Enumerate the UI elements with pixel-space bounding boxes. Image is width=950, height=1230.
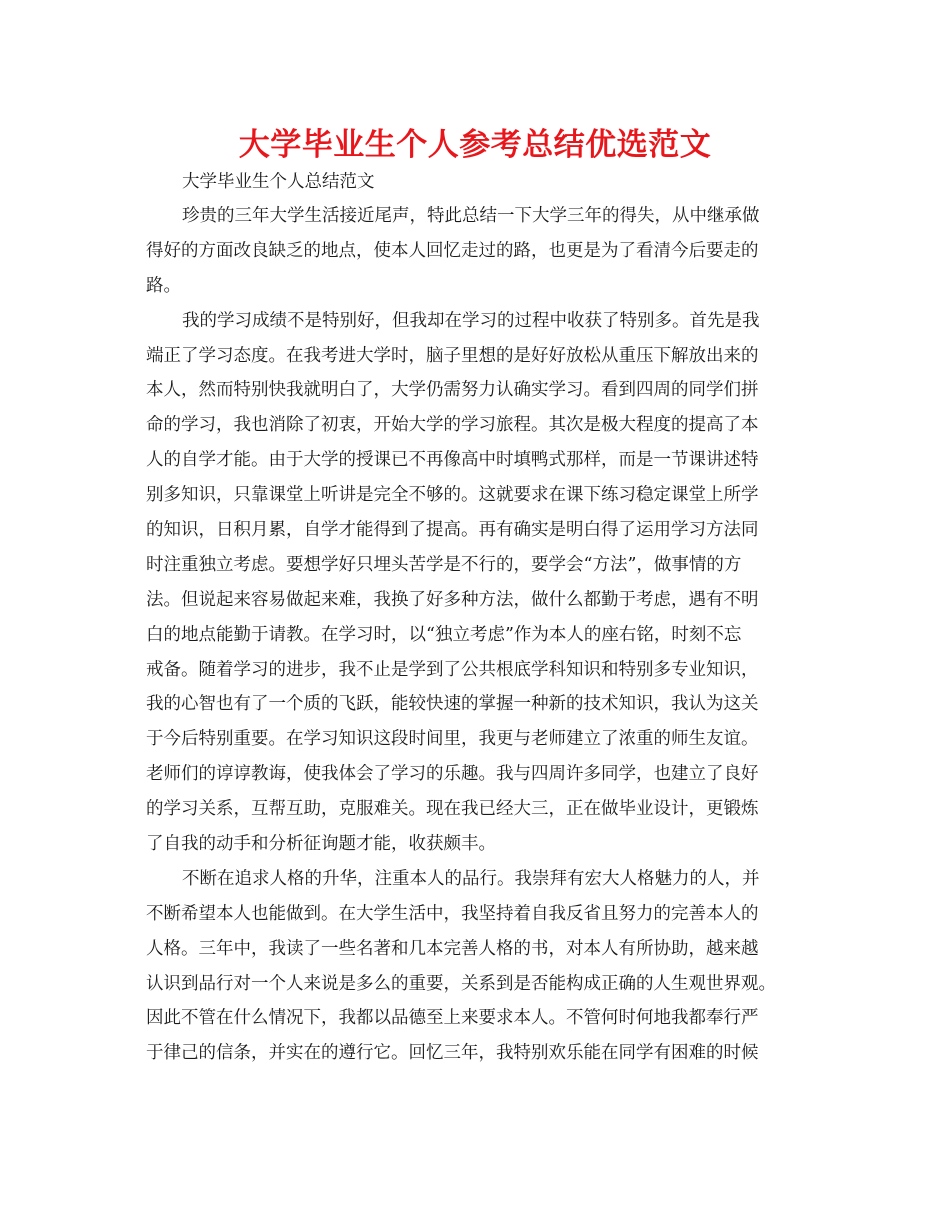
document-subtitle: 大学毕业生个人总结范文 [182, 172, 375, 192]
paragraph-line: 老师们的谆谆教诲，使我体会了学习的乐趣。我与四周许多同学，也建立了良好 [146, 764, 759, 785]
paragraph-line: 珍贵的三年大学生活接近尾声，特此总结一下大学三年的得失，从中继承做 [182, 206, 760, 226]
paragraph [146, 304, 816, 862]
paragraph-line: 人格。三年中，我读了一些名著和几本完善人格的书，对本人有所协助，越来越 [146, 938, 759, 959]
paragraph-line: 得好的方面改良缺乏的地点，使本人回忆走过的路，也更是为了看清今后要走的 [146, 240, 759, 261]
paragraph-line: 别多知识，只靠课堂上听讲是完全不够的。这就要求在课下练习稳定课堂上所学 [146, 485, 759, 506]
paragraph-line: 人的自学才能。由于大学的授课已不再像高中时填鸭式那样，而是一节课讲述特 [146, 450, 759, 471]
paragraph-line: 时注重独立考虑。要想学好只埋头苦学是不行的，要学会“方法”，做事情的方 [146, 554, 742, 575]
paragraph-line: 法。但说起来容易做起来难，我换了好多种方法，做什么都勤于考虑，遇有不明 [146, 589, 759, 610]
paragraph-line: 命的学习，我也消除了初衷，开始大学的学习旅程。其次是极大程度的提高了本 [146, 415, 759, 436]
paragraph-line: 了自我的动手和分析征询题才能，收获颇丰。 [146, 834, 496, 855]
paragraph [146, 862, 816, 1071]
document-title: 大学毕业生个人参考总结优选范文 [238, 127, 712, 163]
paragraph-line: 本人，然而特别快我就明白了，大学仍需努力认确实学习。看到四周的同学们拼 [146, 380, 759, 401]
paragraph-line: 白的地点能勤于请教。在学习时，以“独立考虑”作为本人的座右铭，时刻不忘 [146, 624, 742, 645]
paragraph-line: 的知识，日积月累，自学才能得到了提高。再有确实是明白得了运用学习方法同 [146, 520, 759, 541]
paragraph-line: 我的心智也有了一个质的飞跃，能较快速的掌握一种新的技术知识，我认为这关 [146, 694, 759, 715]
paragraph-line: 我的学习成绩不是特别好，但我却在学习的过程中收获了特别多。首先是我 [182, 310, 760, 331]
paragraph-line: 路。 [146, 275, 181, 296]
paragraph-line: 不断希望本人也能做到。在大学生活中，我坚持着自我反省且努力的完善本人的 [146, 903, 759, 924]
paragraph-line: 戒备。随着学习的进步，我不止是学到了公共根底学科知识和特别多专业知识， [146, 659, 759, 680]
paragraph-line: 不断在追求人格的升华，注重本人的品行。我崇拜有宏大人格魅力的人，并 [182, 868, 760, 889]
paragraph-line: 因此不管在什么情况下，我都以品德至上来要求本人。不管何时何地我都奉行严 [146, 1008, 759, 1029]
paragraph-line: 端正了学习态度。在我考进大学时，脑子里想的是好好放松从重压下解放出来的 [146, 345, 759, 366]
paragraph [146, 199, 816, 304]
document-body [146, 199, 816, 1071]
paragraph-line: 于今后特别重要。在学习知识这段时间里，我更与老师建立了浓重的师生友谊。 [146, 729, 759, 750]
paragraph-line: 于律己的信条，并实在的遵行它。回忆三年，我特别欢乐能在同学有困难的时候 [146, 1043, 759, 1064]
paragraph-line: 认识到品行对一个人来说是多么的重要，关系到是否能构成正确的人生观世界观。 [146, 973, 776, 994]
paragraph-line: 的学习关系，互帮互助，克服难关。现在我已经大三，正在做毕业设计，更锻炼 [146, 799, 759, 820]
